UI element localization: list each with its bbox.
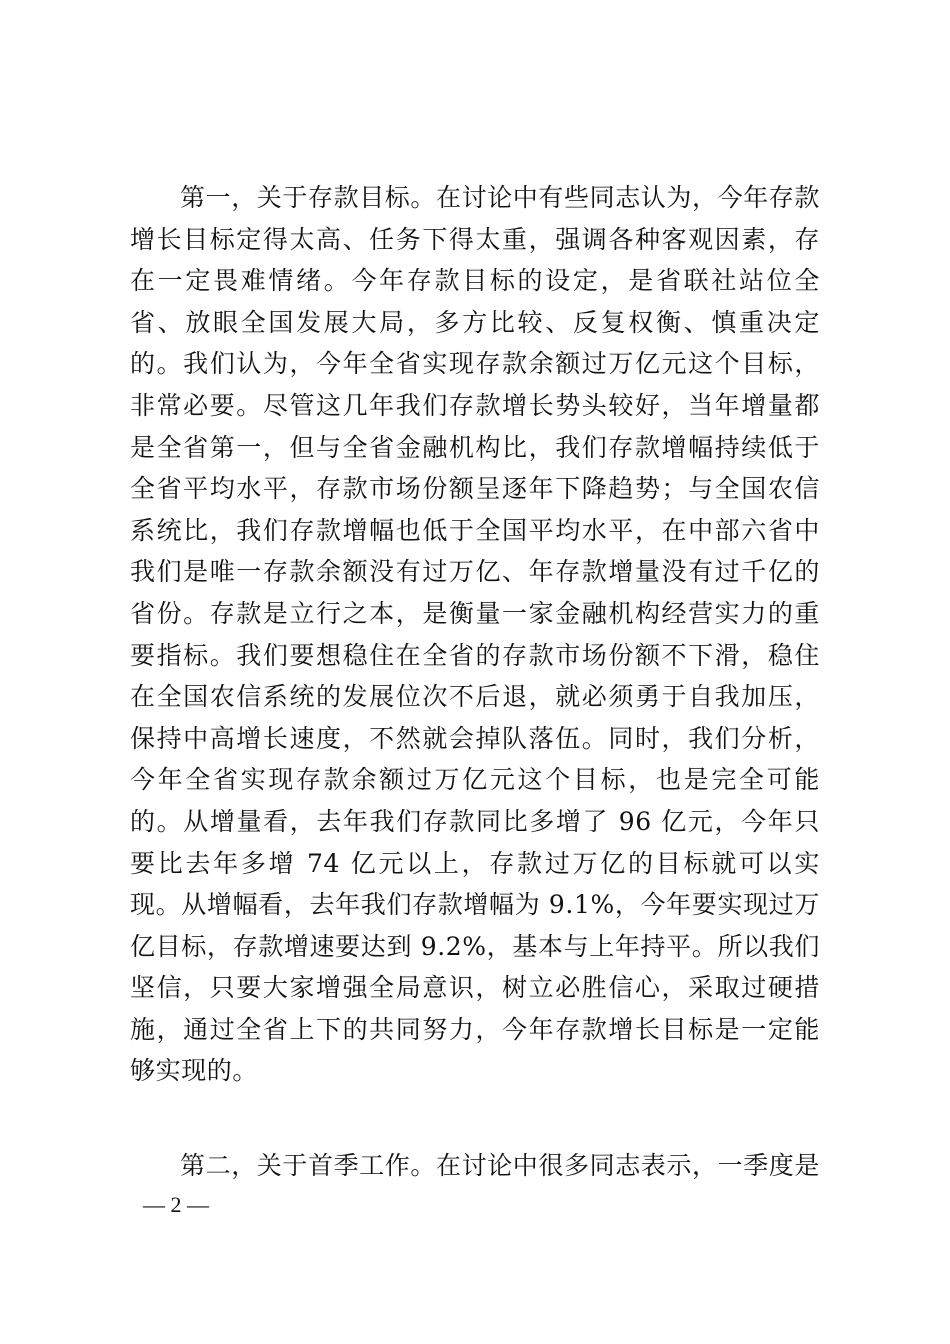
paragraph-first-quarter-work: 第二，关于首季工作。在讨论中很多同志表示，一季度是	[180, 1151, 821, 1180]
paragraph-deposit-target: 第一，关于存款目标。在讨论中有些同志认为，今年存款增长目标定得太高、任务下得太重，强调各种客观因素，存在一定畏难情绪。今年存款目标的设定，是省联社站位全省、放眼全国发展大局，多方比较、反复权衡、慎重决定的。我们认为，今年全省实现存款余额过万亿元这个目标，非常必要。尽管这几年我们存款增长势头较好，当年增量都是全省第一，但与全省金融机构比，我们存款增幅持续低于全省平均水平，存款市场份额呈逐年下降趋势；与全国农信系统比，我们存款增幅也低于全国平均水平，在中部六省中我们是唯一存款余额没有过万亿、年存款增量没有过千亿的省份。存款是立行之本，是衡量一家金融机构经营实力的重要指标。我们要想稳住在全省的存款市场份额不下滑，稳住在全国农信系统的发展位次不后退，就必须勇于自我加压，保持中高增长速度，不然就会掉队落伍。同时，我们分析，今年全省实现存款余额过万亿元这个目标，也是完全可能的。从增量看，去年我们存款同比多增了 96 亿元，今年只要比去年多增 74 亿元以上，存款过万亿的目标就可以实现。从增幅看，去年我们存款增幅为 9.1%，今年要实现过万亿目标，存款增速要达到 9.2%，基本与上年持平。所以我们坚信，只要大家增强全局意识，树立必胜信心，采取过硬措施，通过全省上下的共同努力，今年存款增长目标是一定能够实现的。	[130, 183, 821, 1086]
page-number: — 2 —	[143, 1192, 209, 1217]
